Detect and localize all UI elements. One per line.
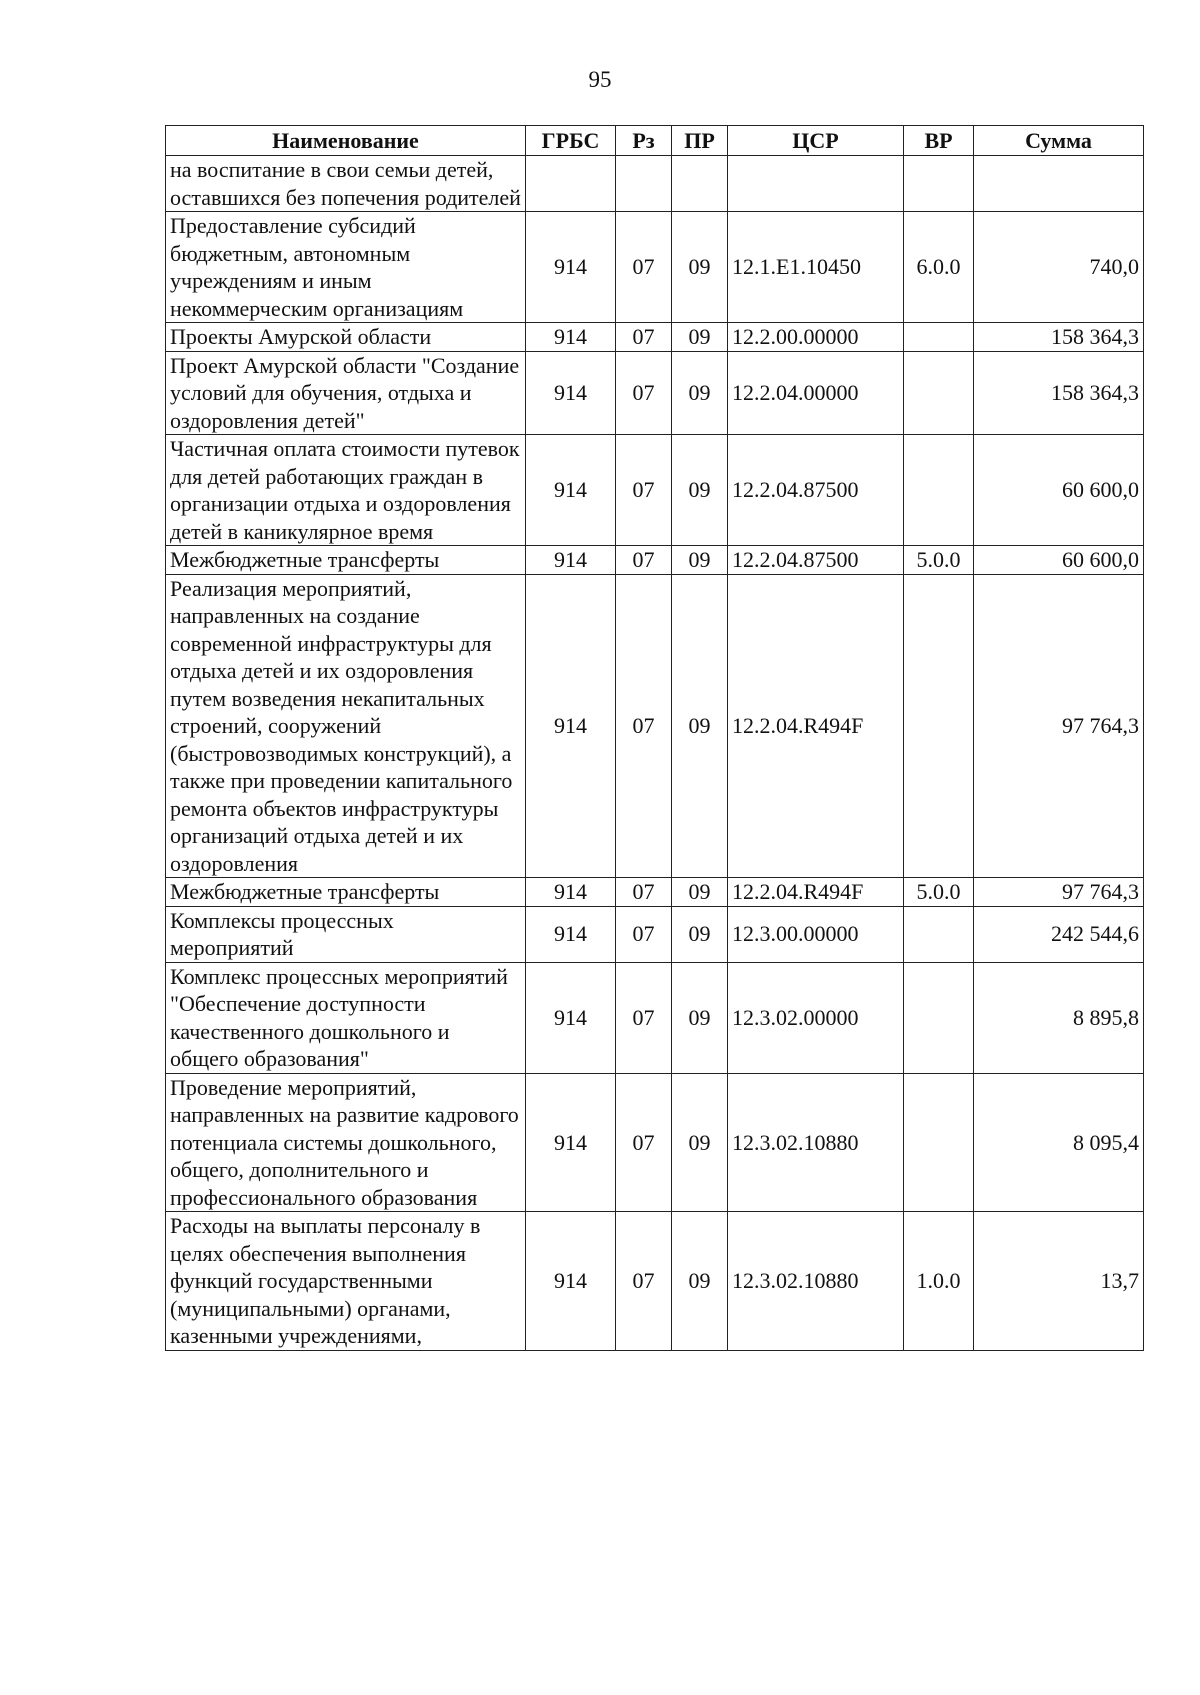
table-row	[166, 212, 1144, 323]
cell-pr: 09	[672, 574, 728, 878]
cell-name: Межбюджетные трансферты	[166, 878, 526, 907]
budget-table	[165, 125, 1144, 1351]
table-row	[166, 1073, 1144, 1212]
cell-pr: 09	[672, 1073, 728, 1212]
cell-name: Проведение мероприятий, направленных на развитие кадрового потенциала системы дошкольного, общего, дополнительного и профессионального образования	[166, 1073, 526, 1212]
cell-sum: 8 095,4	[974, 1073, 1144, 1212]
cell-vr	[904, 906, 974, 962]
cell-rz: 07	[616, 546, 672, 575]
cell-pr: 09	[672, 546, 728, 575]
cell-grbs: 914	[526, 212, 616, 323]
cell-rz: 07	[616, 878, 672, 907]
cell-pr: 09	[672, 212, 728, 323]
cell-grbs: 914	[526, 323, 616, 352]
table-row	[166, 351, 1144, 435]
cell-sum: 97 764,3	[974, 878, 1144, 907]
cell-vr	[904, 351, 974, 435]
table-row	[166, 962, 1144, 1073]
cell-name: Предоставление субсидий бюджетным, автономным учреждениям и иным некоммерческим организациям	[166, 212, 526, 323]
cell-csr: 12.2.00.00000	[728, 323, 904, 352]
table-row	[166, 323, 1144, 352]
cell-grbs: 914	[526, 962, 616, 1073]
cell-grbs: 914	[526, 351, 616, 435]
cell-csr: 12.2.04.R494F	[728, 574, 904, 878]
cell-pr: 09	[672, 435, 728, 546]
header-grbs: ГРБС	[526, 126, 616, 156]
header-csr: ЦСР	[728, 126, 904, 156]
cell-sum: 97 764,3	[974, 574, 1144, 878]
table-row	[166, 156, 1144, 212]
cell-name: Межбюджетные трансферты	[166, 546, 526, 575]
cell-vr: 5.0.0	[904, 546, 974, 575]
cell-rz: 07	[616, 323, 672, 352]
cell-rz: 07	[616, 574, 672, 878]
cell-csr	[728, 156, 904, 212]
cell-vr: 5.0.0	[904, 878, 974, 907]
cell-sum	[974, 156, 1144, 212]
cell-grbs: 914	[526, 906, 616, 962]
cell-csr: 12.3.02.10880	[728, 1212, 904, 1351]
cell-grbs: 914	[526, 1073, 616, 1212]
cell-csr: 12.2.04.00000	[728, 351, 904, 435]
cell-pr: 09	[672, 351, 728, 435]
table-row	[166, 435, 1144, 546]
page-number: 95	[588, 67, 612, 92]
cell-vr: 6.0.0	[904, 212, 974, 323]
cell-grbs: 914	[526, 878, 616, 907]
cell-grbs: 914	[526, 1212, 616, 1351]
cell-pr: 09	[672, 1212, 728, 1351]
cell-grbs: 914	[526, 574, 616, 878]
cell-vr	[904, 323, 974, 352]
header-pr: ПР	[672, 126, 728, 156]
cell-sum: 8 895,8	[974, 962, 1144, 1073]
cell-grbs: 914	[526, 435, 616, 546]
cell-name: Комплексы процессных мероприятий	[166, 906, 526, 962]
header-vr: ВР	[904, 126, 974, 156]
cell-csr: 12.2.04.R494F	[728, 878, 904, 907]
cell-rz	[616, 156, 672, 212]
cell-rz: 07	[616, 962, 672, 1073]
cell-name: Расходы на выплаты персоналу в целях обеспечения выполнения функций государственными (муниципальными) органами, казенными учреждениями,	[166, 1212, 526, 1351]
table-row	[166, 546, 1144, 575]
cell-csr: 12.3.02.10880	[728, 1073, 904, 1212]
cell-pr	[672, 156, 728, 212]
cell-vr	[904, 1073, 974, 1212]
cell-sum: 60 600,0	[974, 435, 1144, 546]
cell-sum: 242 544,6	[974, 906, 1144, 962]
table-row	[166, 574, 1144, 878]
table-row	[166, 878, 1144, 907]
cell-rz: 07	[616, 1212, 672, 1351]
cell-sum: 158 364,3	[974, 323, 1144, 352]
cell-csr: 12.2.04.87500	[728, 435, 904, 546]
cell-csr: 12.2.04.87500	[728, 546, 904, 575]
cell-csr: 12.3.02.00000	[728, 962, 904, 1073]
cell-vr	[904, 962, 974, 1073]
table-row	[166, 1212, 1144, 1351]
cell-pr: 09	[672, 323, 728, 352]
cell-grbs: 914	[526, 546, 616, 575]
cell-name: Проекты Амурской области	[166, 323, 526, 352]
cell-sum: 60 600,0	[974, 546, 1144, 575]
table-row	[166, 906, 1144, 962]
header-rz: Рз	[616, 126, 672, 156]
cell-vr: 1.0.0	[904, 1212, 974, 1351]
cell-vr	[904, 574, 974, 878]
cell-grbs	[526, 156, 616, 212]
cell-rz: 07	[616, 351, 672, 435]
cell-pr: 09	[672, 962, 728, 1073]
cell-rz: 07	[616, 1073, 672, 1212]
cell-csr: 12.1.E1.10450	[728, 212, 904, 323]
table-header-row	[166, 126, 1144, 156]
cell-rz: 07	[616, 212, 672, 323]
cell-sum: 13,7	[974, 1212, 1144, 1351]
header-name: Наименование	[166, 126, 526, 156]
cell-rz: 07	[616, 435, 672, 546]
cell-pr: 09	[672, 906, 728, 962]
cell-vr	[904, 156, 974, 212]
cell-pr: 09	[672, 878, 728, 907]
cell-csr: 12.3.00.00000	[728, 906, 904, 962]
cell-name: Частичная оплата стоимости путевок для детей работающих граждан в организации отдыха и оздоровления детей в каникулярное время	[166, 435, 526, 546]
cell-name: Проект Амурской области "Создание условий для обучения, отдыха и оздоровления детей"	[166, 351, 526, 435]
header-sum: Сумма	[974, 126, 1144, 156]
cell-sum: 740,0	[974, 212, 1144, 323]
cell-name: на воспитание в свои семьи детей, оставшихся без попечения родителей	[166, 156, 526, 212]
cell-rz: 07	[616, 906, 672, 962]
cell-sum: 158 364,3	[974, 351, 1144, 435]
cell-vr	[904, 435, 974, 546]
cell-name: Комплекс процессных мероприятий "Обеспечение доступности качественного дошкольного и общего образования"	[166, 962, 526, 1073]
cell-name: Реализация мероприятий, направленных на создание современной инфраструктуры для отдыха детей и их оздоровления путем возведения некапитальных строений, сооружений (быстровозводимых конструкций), а также при проведении капитального ремонта объектов инфраструктуры организаций отдыха детей и их оздоровления	[166, 574, 526, 878]
